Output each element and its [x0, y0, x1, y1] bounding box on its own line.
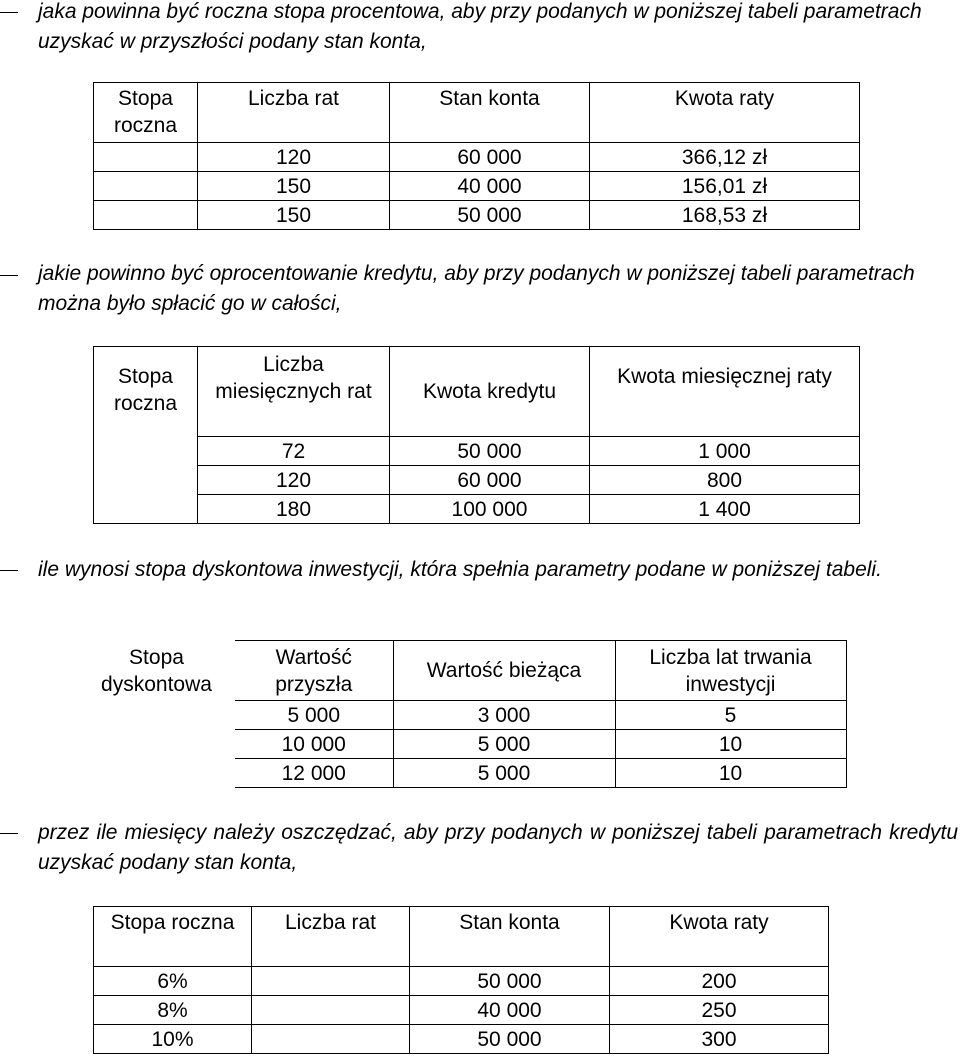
question-1: jaka powinna być roczna stopa procentowa, aby przy podanych w poniższej tabeli parametrach uzyskać w przyszłości podany stan konta, — [38, 0, 922, 53]
table-cell — [252, 1025, 410, 1054]
table-cell — [94, 495, 198, 524]
table-2 — [93, 346, 860, 524]
table-cell: 3 000 — [393, 701, 615, 730]
table-row — [94, 143, 860, 172]
table-cell — [252, 996, 410, 1025]
table-cell — [94, 143, 198, 172]
header-cell: Stan konta — [410, 907, 610, 967]
table-cell — [78, 701, 235, 730]
table-cell: 150 — [198, 201, 390, 230]
table-4 — [93, 906, 829, 1054]
table-cell: 5 000 — [393, 759, 615, 788]
table-row — [78, 701, 846, 730]
header-cell: Wartość bieżąca — [393, 641, 615, 701]
table-cell: 100 000 — [390, 495, 590, 524]
table-cell: 200 — [610, 967, 829, 996]
table-cell — [94, 466, 198, 495]
header-cell: Liczba rat — [252, 907, 410, 967]
table-header-row — [94, 83, 860, 143]
table-cell: 800 — [590, 466, 860, 495]
header-cell: Liczba miesięcznych rat — [198, 347, 390, 437]
bullet-dash-4 — [0, 833, 18, 834]
header-cell: Kwota raty — [590, 83, 860, 143]
table-cell: 300 — [610, 1025, 829, 1054]
table-3 — [78, 640, 847, 788]
header-cell: Stopa roczna — [94, 907, 252, 967]
table-row — [94, 495, 860, 524]
table-cell: 10 — [615, 759, 846, 788]
header-cell: Kwota kredytu — [390, 347, 590, 437]
bullet-dash-2 — [0, 275, 18, 276]
table-cell: 120 — [198, 466, 390, 495]
table-cell — [252, 967, 410, 996]
table-row — [94, 201, 860, 230]
table-cell: 10% — [94, 1025, 252, 1054]
header-cell: Stopa dyskontowa — [101, 645, 212, 696]
table-cell: 1 000 — [590, 437, 860, 466]
header-cell: Kwota raty — [610, 907, 829, 967]
table-cell: 156,01 zł — [590, 172, 860, 201]
header-cell: Wartość przyszła — [235, 641, 393, 701]
table-cell: 10 000 — [235, 730, 393, 759]
header-cell: Stan konta — [390, 83, 590, 143]
table-cell: 60 000 — [390, 466, 590, 495]
table-cell: 6% — [94, 967, 252, 996]
table-cell: 40 000 — [390, 172, 590, 201]
table-cell: 72 — [198, 437, 390, 466]
header-cell: Stopa roczna — [94, 83, 198, 143]
header-cell: Liczba lat trwania inwestycji — [615, 641, 846, 701]
table-cell: 180 — [198, 495, 390, 524]
table-cell: 40 000 — [410, 996, 610, 1025]
table-cell: 5 000 — [393, 730, 615, 759]
bullet-dash-1 — [0, 12, 18, 13]
table-row — [94, 172, 860, 201]
table-cell: 50 000 — [390, 437, 590, 466]
table-1 — [93, 82, 860, 230]
table-cell — [78, 730, 235, 759]
bullet-dash-3 — [0, 570, 18, 571]
table-row — [94, 967, 829, 996]
table-row — [94, 437, 860, 466]
header-cell: Stopa roczna — [94, 347, 198, 437]
table-cell: 5 000 — [235, 701, 393, 730]
table-cell: 50 000 — [390, 201, 590, 230]
table-cell: 168,53 zł — [590, 201, 860, 230]
table-cell — [94, 437, 198, 466]
table-cell — [94, 201, 198, 230]
table-cell: 366,12 zł — [590, 143, 860, 172]
table-header-row — [94, 347, 860, 437]
table-row — [94, 1025, 829, 1054]
table-cell: 8% — [94, 996, 252, 1025]
table-cell: 10 — [615, 730, 846, 759]
table-cell: 250 — [610, 996, 829, 1025]
table-cell — [94, 172, 198, 201]
table-cell: 150 — [198, 172, 390, 201]
table-header-row — [94, 907, 829, 967]
table-cell: 120 — [198, 143, 390, 172]
table-cell: 1 400 — [590, 495, 860, 524]
table-header-row — [78, 641, 846, 701]
table-cell: 50 000 — [410, 967, 610, 996]
question-4: przez ile miesięcy należy oszczędzać, aby przy podanych w poniższej tabeli parametrach kredytu uzyskać podany stan konta, — [38, 821, 958, 874]
table-cell: 12 000 — [235, 759, 393, 788]
table-cell: 60 000 — [390, 143, 590, 172]
table-row — [94, 996, 829, 1025]
table-cell: 50 000 — [410, 1025, 610, 1054]
table-row — [94, 466, 860, 495]
table-row — [78, 759, 846, 788]
question-2: jakie powinno być oprocentowanie kredytu, aby przy podanych w poniższej tabeli parametrach można było spłacić go w całości, — [38, 262, 915, 315]
question-3: ile wynosi stopa dyskontowa inwestycji, która spełnia parametry podane w poniższej tabeli. — [38, 558, 882, 581]
table-cell: 5 — [615, 701, 846, 730]
header-cell: Kwota miesięcznej raty — [590, 347, 860, 437]
table-row — [78, 730, 846, 759]
header-cell: Liczba rat — [198, 83, 390, 143]
table-cell — [78, 759, 235, 788]
